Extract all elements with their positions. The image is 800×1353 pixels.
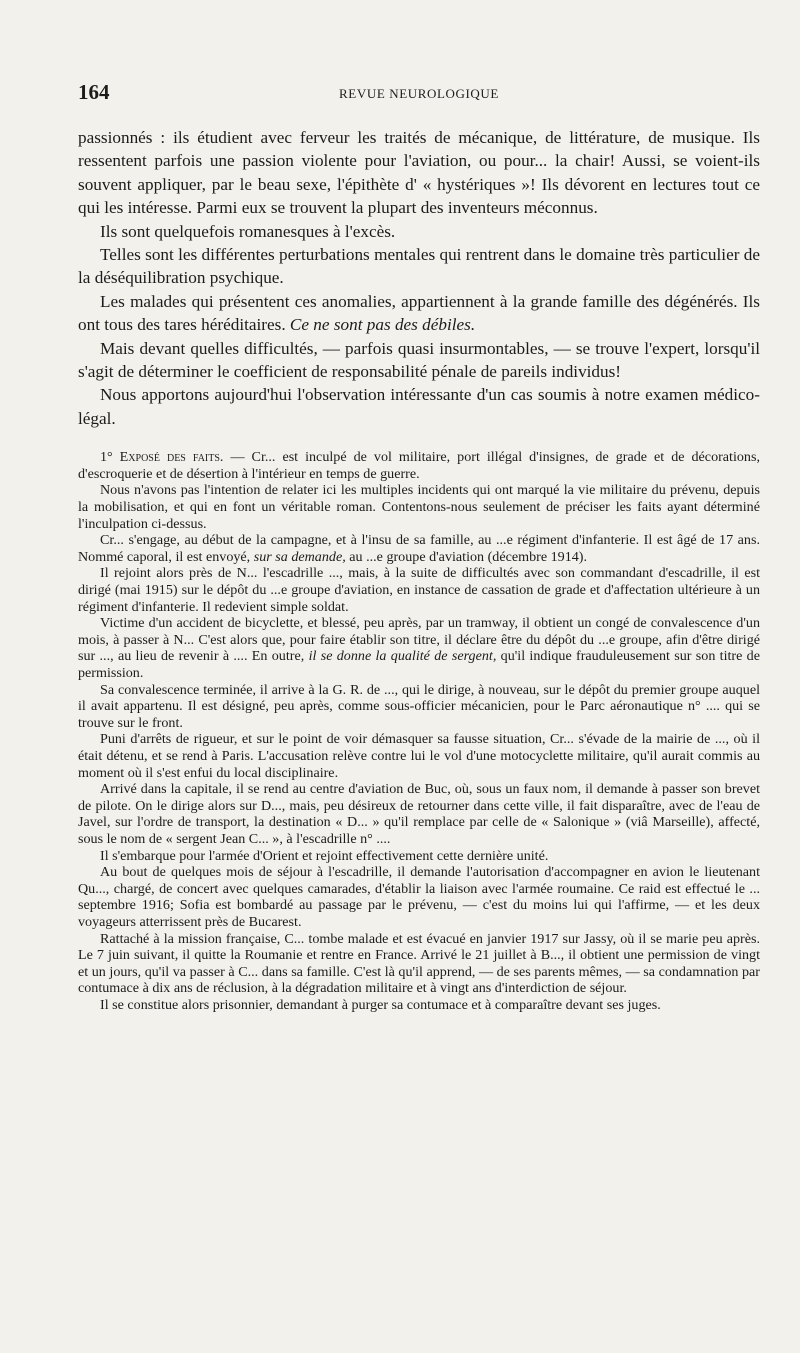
text-run: qu'il indique frauduleusement sur son titre de permission. bbox=[78, 648, 760, 681]
paragraph bbox=[78, 290, 760, 337]
paragraph: Ils sont quelquefois romanesques à l'excès. bbox=[100, 221, 396, 241]
facts-section bbox=[78, 449, 760, 1013]
emphasis: Ce ne sont pas des débiles. bbox=[289, 315, 476, 335]
emphasis: sur sa demande, bbox=[253, 548, 346, 565]
paragraph: Nous n'avons pas l'intention de relater ici les multiples incidents qui ont marqué la vie militaire du prévenu, depuis la mobilisation, et qui en font un véritable roman. Contentons-nous seulement de préciser les faits ayant déterminé l'inculpation ci-dessus. bbox=[78, 482, 760, 532]
journal-page bbox=[78, 80, 760, 1013]
paragraph: Arrivé dans la capitale, il se rend au centre d'aviation de Buc, où, sous un faux nom, il demande à passer son brevet de pilote. On le dirige alors sur D..., mais, peu désireux de retourner dans cette ville, il fait disparaître, avec de l'eau de Javel, sur l'ordre de transport, la destination « D... » qu'il remplace par celle de « Salonique » (viâ Marseille), affecté, sous le nom de « sergent Jean C... », à l'escadrille n° .... bbox=[78, 781, 760, 847]
section-heading: 1° Exposé des faits. bbox=[100, 449, 224, 466]
text-run: Les malades qui présentent ces anomalies, appartiennent à la grande famille des dégénérés. Ils ont tous des tares héréditaires. bbox=[78, 291, 760, 335]
paragraph bbox=[78, 532, 760, 565]
paragraph: Il s'embarque pour l'armée d'Orient et rejoint effectivement cette dernière unité. bbox=[100, 847, 549, 864]
running-title: REVUE NEUROLOGIQUE bbox=[339, 86, 499, 101]
paragraph: Telles sont les différentes perturbations mentales qui rentrent dans le domaine très particulier de la déséquilibration psychique. bbox=[78, 245, 760, 288]
paragraph: Il rejoint alors près de N... l'escadrille ..., mais, à la suite de difficultés avec son commandant d'escadrille, il est dirigé (mai 1915) sur le dépôt du ...e groupe d'aviation, en instance de cassation de grade et d'affectation ultérieure à un régiment d'infanterie. Il redevient simple soldat. bbox=[78, 565, 760, 615]
paragraph: passionnés : ils étudient avec ferveur les traités de mécanique, de littérature, de musique. Ils ressentent parfois une passion violente pour l'aviation, ou pour... la chair! Aussi, se voient-ils souvent appliquer, par le beau sexe, l'épithète d' « hystériques »! Ils dévorent en lectures tout ce qui les intéresse. Parmi eux se trouvent la plupart des inventeurs méconnus. bbox=[78, 128, 760, 218]
main-text bbox=[78, 126, 760, 430]
text-run: — Cr... est inculpé de vol militaire, port illégal d'insignes, de grade et de décorations, d'escroquerie et de désertion à l'intérieur en temps de guerre. bbox=[78, 449, 760, 482]
emphasis: il se donne la qualité de sergent, bbox=[308, 648, 497, 665]
paragraph bbox=[78, 615, 760, 681]
text-run: au ...e groupe d'aviation (décembre 1914). bbox=[349, 548, 588, 565]
page-number: 164 bbox=[78, 80, 110, 104]
paragraph bbox=[78, 449, 760, 482]
page-header bbox=[78, 80, 760, 106]
paragraph: Nous apportons aujourd'hui l'observation intéressante d'un cas soumis à notre examen médico-légal. bbox=[78, 385, 760, 428]
paragraph: Au bout de quelques mois de séjour à l'escadrille, il demande l'autorisation d'accompagner en avion le lieutenant Qu..., chargé, de concert avec quelques camarades, d'établir la liaison avec l'armée roumaine. Ce raid est effectué le ... septembre 1916; Sofia est bombardé au passage par le prévenu, — c'est du moins lui qui l'affirme, — et les deux voyageurs atterrissent près de Bucarest. bbox=[78, 864, 760, 930]
paragraph: Il se constitue alors prisonnier, demandant à purger sa contumace et à comparaître devant ses juges. bbox=[100, 996, 661, 1013]
paragraph: Sa convalescence terminée, il arrive à la G. R. de ..., qui le dirige, à nouveau, sur le dépôt du premier groupe auquel il avait appartenu. Il est désigné, peu après, comme sous-officier mécanicien, pour le Parc aéronautique n° .... qui se trouve sur le front. bbox=[78, 681, 760, 731]
paragraph: Puni d'arrêts de rigueur, et sur le point de voir démasquer sa fausse situation, Cr... s'évade de la mairie de ..., où il était détenu, et se rend à Paris. L'accusation relève contre lui le vol d'une motocyclette militaire, qu'il aurait commis au moment où il s'est enfui du local disciplinaire. bbox=[78, 731, 760, 781]
text-run: Victime d'un accident de bicyclette, et blessé, peu après, par un tramway, il obtient un congé de convalescence d'un mois, à passer à N... C'est alors que, pour faire établir son titre, il déclare être du dépôt du ...e groupe, afin d'être dirigé sur ..., au lieu de revenir à .... En outre, bbox=[78, 615, 760, 665]
paragraph: Mais devant quelles difficultés, — parfois quasi insurmontables, — se trouve l'expert, lorsqu'il s'agit de déterminer le coefficient de responsabilité pénale de pareils individus! bbox=[78, 338, 760, 382]
text-run: Cr... s'engage, au début de la campagne, et à l'insu de sa famille, au ...e régiment d'infanterie. Il est âgé de 17 ans. Nommé caporal, il est envoyé, bbox=[78, 532, 760, 565]
paragraph: Rattaché à la mission française, C... tombe malade et est évacué en janvier 1917 sur Jassy, où il se marie peu après. Le 7 juin suivant, il quitte la Roumanie et rentre en France. Arrivé le 21 juillet à B..., il obtient une permission de vingt et un jours, qu'il va passer à C... dans sa famille. C'est là qu'il apprend, — de ses parents mêmes, — sa condamnation par contumace à dix ans de réclusion, à la dégradation militaire et à vingt ans d'interdiction de séjour. bbox=[78, 930, 760, 997]
